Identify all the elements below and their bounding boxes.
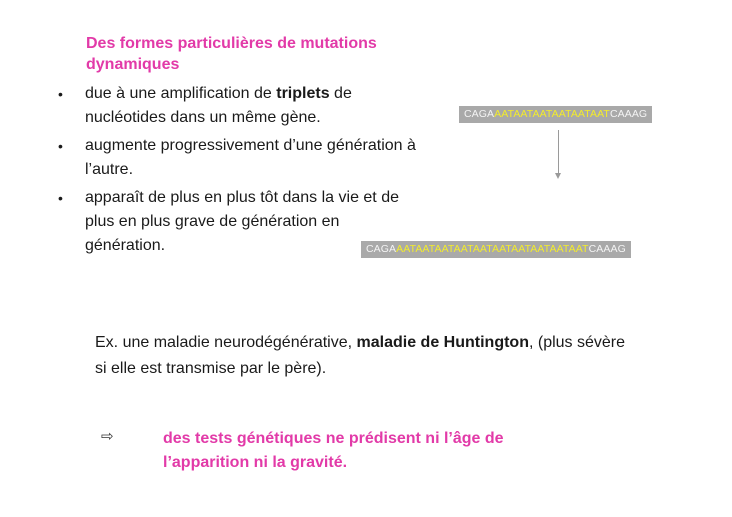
down-arrow-icon bbox=[555, 173, 561, 179]
bullet-text-pre: due à une amplification de bbox=[85, 85, 277, 102]
bullet-marker: • bbox=[58, 190, 63, 206]
bullet-item-triplets bbox=[56, 82, 416, 130]
right-arrow-icon: ⇨ bbox=[101, 428, 114, 445]
dna-sequence-long bbox=[361, 241, 631, 258]
sequence-prefix: CAGA bbox=[464, 108, 495, 120]
example-paragraph bbox=[95, 330, 635, 382]
expansion-arrow-line bbox=[558, 130, 559, 174]
bullet-marker: • bbox=[58, 86, 63, 102]
example-disease-name: maladie de Huntington bbox=[356, 334, 529, 351]
sequence-suffix: CAAAG bbox=[609, 108, 648, 120]
bullet-text: apparaît de plus en plus tôt dans la vie et de plus en plus grave de génération en génération. bbox=[85, 189, 399, 254]
example-text-post: , (plus sévère si elle est transmise par le père). bbox=[95, 334, 626, 377]
conclusion-text: des tests génétiques ne prédisent ni l’âge de l’apparition ni la gravité. bbox=[163, 430, 504, 471]
sequence-prefix: CAGA bbox=[366, 243, 397, 255]
bullet-list bbox=[56, 82, 416, 262]
example-text-pre: Ex. une maladie neurodégénérative, bbox=[95, 334, 357, 351]
bullet-item-progressive bbox=[56, 134, 416, 182]
bullet-text-bold: triplets bbox=[276, 85, 330, 102]
sequence-repeat: AATAATAATAATAATAATAATAATAATAAT bbox=[396, 243, 589, 255]
bullet-text-post: de nucléotides dans un même gène. bbox=[85, 85, 352, 126]
slide-title: Des formes particulières de mutations dynamiques bbox=[86, 35, 377, 73]
sequence-suffix: CAAAG bbox=[588, 243, 626, 255]
bullet-marker: • bbox=[58, 138, 63, 154]
bullet-text: augmente progressivement d’une génération à l’autre. bbox=[85, 137, 416, 178]
sequence-repeat: AATAATAATAATAATAAT bbox=[494, 108, 610, 120]
dna-sequence-short bbox=[459, 106, 652, 123]
